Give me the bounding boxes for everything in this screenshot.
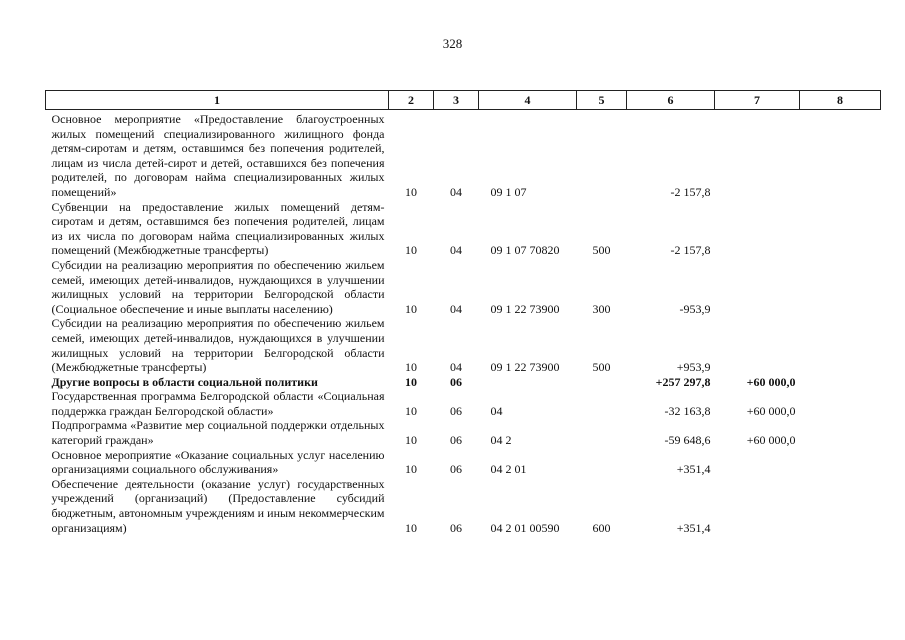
row-amount: +257 297,8 — [655, 374, 711, 389]
row-subsection: 06 — [450, 403, 462, 418]
row-expense-type — [577, 389, 627, 418]
row-amount-next-year — [715, 448, 800, 477]
row-expense-type — [577, 448, 627, 477]
row-target-code: 09 1 22 73900 — [490, 301, 560, 316]
table-row — [46, 477, 881, 535]
row-amount: -32 163,8 — [664, 403, 711, 418]
row-target-code: 09 1 07 — [490, 184, 527, 199]
row-amount-year-after — [800, 448, 881, 477]
row-target-code: 04 2 — [490, 433, 512, 448]
row-description: Подпрограмма «Развитие мер социальной поддержки отдельных категорий граждан» — [51, 418, 385, 448]
row-expense-type: 600 — [592, 520, 611, 535]
row-amount-next-year — [715, 258, 800, 316]
row-subsection: 04 — [450, 301, 462, 316]
row-description: Субсидии на реализацию мероприятия по обеспечению жильем семей, имеющих детей-инвалидов, нуждающихся в улучшении жилищных условий на территории Белгородской области (Межбюджетные трансферты) — [51, 316, 385, 375]
row-section: 10 — [405, 184, 417, 199]
row-section: 10 — [405, 462, 417, 477]
row-subsection: 06 — [450, 433, 462, 448]
row-amount-next-year: +60 000,0 — [746, 403, 796, 418]
row-description: Другие вопросы в области социальной политики — [51, 374, 318, 389]
row-amount-next-year — [715, 477, 800, 535]
row-target-code: 04 2 01 — [490, 462, 527, 477]
row-target-code: 04 2 01 00590 — [490, 520, 560, 535]
row-description: Субсидии на реализацию мероприятия по обеспечению жильем семей, имеющих детей-инвалидов, нуждающихся в улучшении жилищных условий на территории Белгородской области (Социальное обеспечение и иные выплаты населению) — [51, 257, 385, 316]
budget-table — [45, 90, 881, 535]
table-row — [46, 316, 881, 374]
row-expense-type — [577, 375, 627, 390]
table-row — [46, 200, 881, 258]
row-description: Государственная программа Белгородской области «Социальная поддержка граждан Белгородской области» — [51, 389, 385, 418]
table-row — [46, 112, 881, 200]
row-amount-next-year — [715, 200, 800, 258]
row-description: Основное мероприятие «Оказание социальных услуг населению организациями социального обслуживания» — [51, 447, 385, 477]
row-subsection: 06 — [450, 520, 462, 535]
column-header: 7 — [715, 91, 800, 110]
row-description: Обеспечение деятельности (оказание услуг) государственных учреждений (организаций) (Предоставление субсидий бюджетным, автономным учреждениям и иным некоммерческим организациям) — [51, 476, 385, 535]
row-section: 10 — [405, 403, 417, 418]
row-amount-next-year — [715, 112, 800, 200]
table-header-row — [46, 91, 881, 110]
row-expense-type — [577, 418, 627, 447]
column-header: 2 — [389, 91, 434, 110]
row-amount-year-after — [800, 112, 881, 200]
row-amount-year-after — [800, 258, 881, 316]
column-header: 4 — [479, 91, 577, 110]
column-header: 8 — [800, 91, 881, 110]
row-amount-year-after — [800, 316, 881, 374]
row-expense-type: 500 — [592, 243, 611, 258]
column-header: 3 — [434, 91, 479, 110]
table-row — [46, 418, 881, 447]
table-row — [46, 258, 881, 316]
page-number: 328 — [442, 36, 463, 51]
row-description: Субвенции на предоставление жилых помещений детям-сиротам и детям, оставшимся без попечения родителей, лицам из их числа по договорам найма специализированных жилых помещений (Межбюджетные трансферты) — [51, 199, 385, 258]
row-amount: +351,4 — [676, 520, 711, 535]
row-target-code — [479, 375, 577, 390]
row-section: 10 — [405, 301, 417, 316]
row-amount: -2 157,8 — [670, 243, 711, 258]
column-header: 6 — [627, 91, 715, 110]
row-amount-next-year: +60 000,0 — [746, 433, 796, 448]
row-amount: -2 157,8 — [670, 184, 711, 199]
column-header: 1 — [46, 91, 389, 110]
row-subsection: 06 — [450, 374, 462, 389]
row-subsection: 04 — [450, 184, 462, 199]
row-target-code: 04 — [490, 403, 503, 418]
row-amount-year-after — [800, 477, 881, 535]
row-section: 10 — [405, 520, 417, 535]
table-row — [46, 389, 881, 418]
row-amount-next-year — [715, 316, 800, 374]
row-section: 10 — [405, 243, 417, 258]
row-amount: +953,9 — [676, 360, 711, 375]
row-amount: +351,4 — [676, 462, 711, 477]
table-row — [46, 448, 881, 477]
row-expense-type — [577, 112, 627, 200]
row-section: 10 — [405, 360, 417, 375]
table-row — [46, 375, 881, 390]
row-expense-type: 300 — [592, 301, 611, 316]
row-amount: -59 648,6 — [664, 433, 711, 448]
row-section: 10 — [405, 433, 417, 448]
column-header: 5 — [577, 91, 627, 110]
row-subsection: 04 — [450, 360, 462, 375]
row-description: Основное мероприятие «Предоставление благоустроенных жилых помещений специализированного жилищного фонда детям-сиротам и детям, оставшимся без попечения родителей, лицам из числа детей-сирот и детей, оставшихся без попечения родителей, по договорам найма специализированных жилых помещений» — [51, 112, 385, 199]
row-target-code: 09 1 22 73900 — [490, 360, 560, 375]
row-amount-next-year: +60 000,0 — [746, 374, 796, 389]
row-expense-type: 500 — [592, 360, 611, 375]
row-target-code: 09 1 07 70820 — [490, 243, 560, 258]
row-subsection: 06 — [450, 462, 462, 477]
row-amount-year-after — [800, 389, 881, 418]
row-subsection: 04 — [450, 243, 462, 258]
row-amount: -953,9 — [679, 301, 711, 316]
row-amount-year-after — [800, 375, 881, 390]
row-section: 10 — [405, 374, 417, 389]
row-amount-year-after — [800, 418, 881, 447]
row-amount-year-after — [800, 200, 881, 258]
